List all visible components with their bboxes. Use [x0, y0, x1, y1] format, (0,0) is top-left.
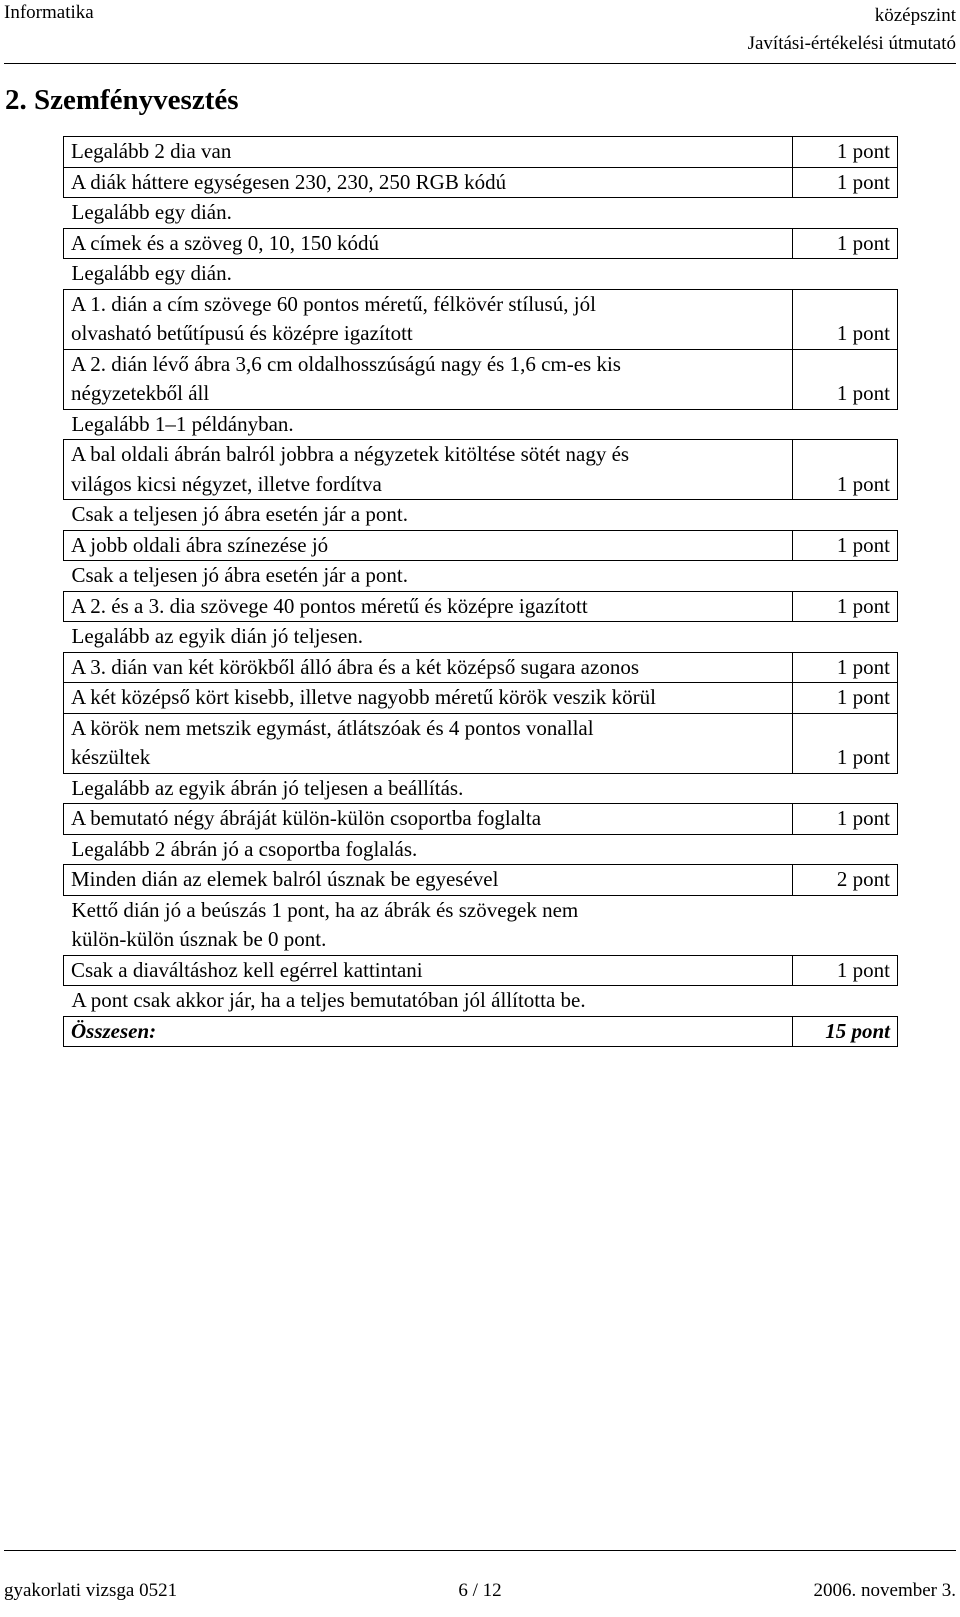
note-line: Legalább egy dián. — [71, 200, 232, 224]
criterion-text — [64, 228, 793, 259]
header-level: középszint — [874, 5, 956, 26]
scoring-note-row — [64, 561, 898, 592]
scoring-criterion-row — [64, 440, 898, 500]
footer-page-number: 6 / 12 — [458, 1580, 502, 1601]
note-line: Legalább 2 ábrán jó a csoportba foglalás. — [71, 836, 418, 861]
note-line: Legalább az egyik ábrán jó teljesen a beállítás. — [71, 775, 464, 800]
criterion-points: 1 pont — [793, 804, 898, 835]
note-line: Legalább 1–1 példányban. — [71, 411, 294, 436]
scoring-criterion-row — [64, 167, 898, 198]
criterion-line: A 2. dián lévő ábra 3,6 cm oldalhosszúságú nagy és 1,6 cm-es kis — [71, 351, 621, 376]
criterion-points: 2 pont — [793, 865, 898, 896]
note-line: Csak a teljesen jó ábra esetén jár a pont. — [71, 563, 408, 587]
scoring-criterion-row — [64, 804, 898, 835]
scoring-criterion-row — [64, 137, 898, 168]
scoring-total-row — [64, 1016, 898, 1047]
criterion-text — [64, 591, 793, 622]
note-line: Legalább egy dián. — [71, 261, 232, 285]
criterion-text — [64, 683, 793, 714]
scoring-note — [64, 500, 898, 531]
footer-divider — [4, 1550, 956, 1551]
scoring-criterion-row — [64, 683, 898, 714]
criterion-text — [64, 865, 793, 896]
criterion-line: Minden dián az elemek balról úsznak be egyesével — [71, 867, 499, 891]
criterion-line: Legalább 2 dia van — [71, 139, 232, 163]
scoring-criterion-row — [64, 865, 898, 896]
scoring-note — [64, 561, 898, 592]
criterion-text — [64, 167, 793, 198]
criterion-points: 1 pont — [793, 289, 898, 349]
scoring-criterion-row — [64, 530, 898, 561]
criterion-points: 1 pont — [793, 137, 898, 168]
scoring-note — [64, 198, 898, 229]
scoring-note-row — [64, 622, 898, 653]
criterion-line: olvasható betűtípusú és középre igazított — [71, 321, 413, 345]
header-right — [748, 2, 956, 58]
criterion-line: világos kicsi négyzet, illetve fordítva — [71, 471, 382, 496]
note-line: Csak a teljesen jó ábra esetén jár a pont. — [71, 502, 408, 526]
scoring-note — [64, 409, 898, 440]
scoring-note-row — [64, 198, 898, 229]
note-line: Legalább az egyik dián jó teljesen. — [71, 624, 364, 648]
section-title: 2. Szemfényvesztés — [5, 84, 239, 116]
criterion-line: A két középső kört kisebb, illetve nagyobb méretű körök veszik körül — [71, 685, 656, 709]
criterion-text — [64, 440, 793, 500]
criterion-text — [64, 530, 793, 561]
criterion-points: 1 pont — [793, 530, 898, 561]
scoring-criterion-row — [64, 289, 898, 349]
criterion-text — [64, 804, 793, 835]
criterion-points: 1 pont — [793, 652, 898, 683]
header-doc-title: Javítási-értékelési útmutató — [747, 33, 956, 54]
total-points: 15 pont — [793, 1016, 898, 1047]
criterion-line: A körök nem metszik egymást, átlátszóak és 4 pontos vonallal — [71, 715, 594, 740]
criterion-points: 1 pont — [793, 228, 898, 259]
scoring-table — [63, 136, 898, 1047]
criterion-text — [64, 137, 793, 168]
header-divider — [4, 63, 956, 64]
scoring-note-row — [64, 834, 898, 865]
criterion-text — [64, 713, 793, 773]
note-line: Kettő dián jó a beúszás 1 pont, ha az ábrák és szövegek nem — [71, 897, 579, 922]
criterion-line: A 2. és a 3. dia szövege 40 pontos méretű és középre igazított — [71, 593, 588, 618]
criterion-points: 1 pont — [793, 591, 898, 622]
criterion-line: készültek — [71, 745, 151, 769]
scoring-criterion-row — [64, 713, 898, 773]
criterion-points: 1 pont — [793, 683, 898, 714]
scoring-note-row — [64, 986, 898, 1017]
scoring-note-row — [64, 409, 898, 440]
scoring-note — [64, 895, 898, 955]
scoring-criterion-row — [64, 591, 898, 622]
criterion-points: 1 pont — [793, 713, 898, 773]
header-subject: Informatika — [4, 2, 94, 23]
scoring-note-row — [64, 895, 898, 955]
criterion-points: 1 pont — [793, 167, 898, 198]
footer-exam: gyakorlati vizsga 0521 — [4, 1580, 178, 1601]
scoring-note — [64, 834, 898, 865]
scoring-note-row — [64, 773, 898, 804]
criterion-line: A bal oldali ábrán balról jobbra a négyzetek kitöltése sötét nagy és — [71, 442, 630, 466]
criterion-line: A bemutató négy ábráját külön-külön csoportba foglalta — [71, 806, 542, 830]
criterion-text — [64, 349, 793, 409]
scoring-note — [64, 259, 898, 290]
note-line: külön-külön úsznak be 0 pont. — [71, 927, 327, 951]
footer-date: 2006. november 3. — [813, 1580, 956, 1601]
criterion-points: 1 pont — [793, 440, 898, 500]
criterion-line: A jobb oldali ábra színezése jó — [71, 532, 329, 557]
scoring-criterion-row — [64, 349, 898, 409]
scoring-criterion-row — [64, 955, 898, 986]
criterion-line: négyzetekből áll — [71, 381, 210, 405]
criterion-points: 1 pont — [793, 955, 898, 986]
scoring-table-body — [64, 137, 898, 1047]
criterion-line: A diák háttere egységesen 230, 230, 250 RGB kódú — [71, 169, 507, 194]
criterion-line: A címek és a szöveg 0, 10, 150 kódú — [71, 230, 379, 255]
criterion-line: A 3. dián van két körökből álló ábra és a két középső sugara azonos — [71, 654, 639, 679]
note-line: A pont csak akkor jár, ha a teljes bemutatóban jól állította be. — [71, 988, 586, 1012]
scoring-criterion-row — [64, 652, 898, 683]
total-label — [64, 1016, 793, 1047]
scoring-note — [64, 986, 898, 1017]
scoring-note — [64, 773, 898, 804]
scoring-note-row — [64, 259, 898, 290]
criterion-line: Összesen: — [71, 1018, 157, 1043]
criterion-line: A 1. dián a cím szövege 60 pontos méretű, félkövér stílusú, jól — [71, 291, 596, 316]
criterion-points: 1 pont — [793, 349, 898, 409]
criterion-text — [64, 955, 793, 986]
scoring-note — [64, 622, 898, 653]
criterion-text — [64, 652, 793, 683]
criterion-line: Csak a diaváltáshoz kell egérrel kattintani — [71, 957, 423, 982]
scoring-note-row — [64, 500, 898, 531]
scoring-criterion-row — [64, 228, 898, 259]
criterion-text — [64, 289, 793, 349]
